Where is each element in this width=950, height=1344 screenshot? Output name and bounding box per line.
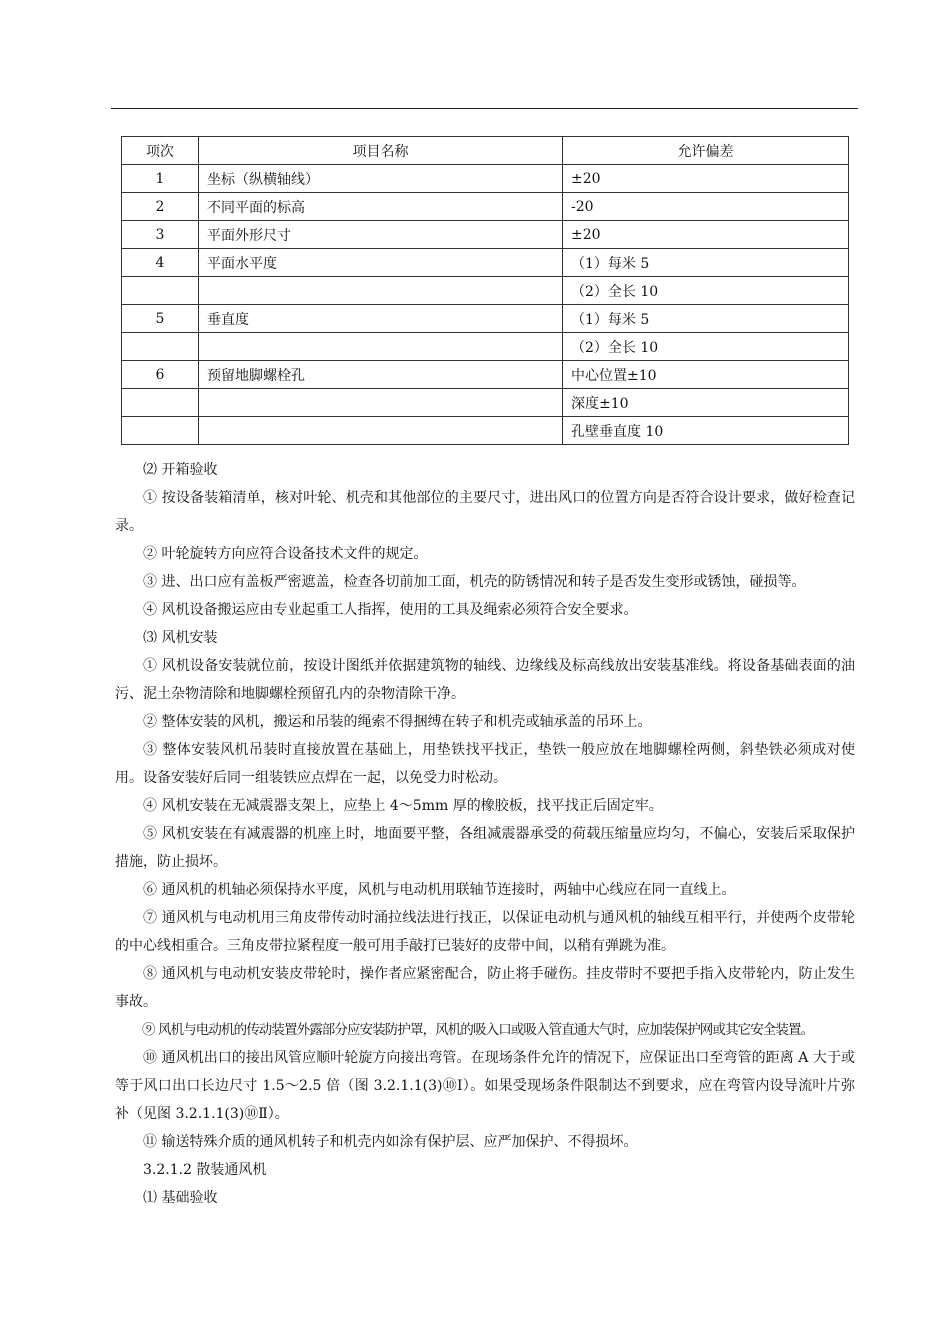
cell-tolerance: 孔壁垂直度 10 xyxy=(563,417,849,445)
cell-tolerance: （1）每米 5 xyxy=(563,305,849,333)
cell-item: 垂直度 xyxy=(199,305,563,333)
cell-item: 坐标（纵横轴线） xyxy=(199,165,563,193)
paragraph: ③ 整体安装风机吊装时直接放置在基础上，用垫铁找平找正，垫铁一般应放在地脚螺栓两侧，斜垫铁必须成对使用。设备安装好后同一组装铁应点焊在一起，以免受力时松动。 xyxy=(115,742,855,786)
section-heading-unpacking: ⑵ 开箱验收 xyxy=(143,462,218,478)
cell-tolerance: -20 xyxy=(563,193,849,221)
cell-tolerance: 深度±10 xyxy=(563,389,849,417)
paragraph: ⑤ 风机安装在有减震器的机座上时，地面要平整，各组减震器承受的荷载压缩量应均匀，不偏心，安装后采取保护措施，防止损坏。 xyxy=(115,826,855,870)
paragraph: ⑪ 输送特殊介质的通风机转子和机壳内如涂有保护层、应严加保护、不得损坏。 xyxy=(143,1134,638,1150)
table-row xyxy=(122,333,849,361)
cell-item xyxy=(199,333,563,361)
col-header-tolerance: 允许偏差 xyxy=(563,137,849,165)
paragraph: ⑩ 通风机出口的接出风管应顺叶轮旋方向接出弯管。在现场条件允许的情况下，应保证出口至弯管的距离 A 大于或等于风口出口长边尺寸 1.5～2.5 倍（图 3.2.1.1(3)⑩Ⅰ）。如果受现场条件限制达不到要求，应在弯管内设导流叶片弥补（见图 3.2.1.1(3)⑩Ⅱ）。 xyxy=(115,1050,855,1122)
paragraph: ⑧ 通风机与电动机安装皮带轮时，操作者应紧密配合，防止将手碰伤。挂皮带时不要把手指入皮带轮内，防止发生事故。 xyxy=(115,966,855,1010)
cell-index xyxy=(122,277,199,305)
cell-tolerance: ±20 xyxy=(563,221,849,249)
paragraph: ④ 风机设备搬运应由专业起重工人指挥，使用的工具及绳索必须符合安全要求。 xyxy=(143,602,638,618)
paragraph: ⑨ 风机与电动机的传动装置外露部分应安装防护罩，风机的吸入口或吸入管直通大气时，应加装保护网或其它安全装置。 xyxy=(142,1022,814,1038)
table-row xyxy=(122,417,849,445)
cell-index: 3 xyxy=(122,221,199,249)
paragraph: ⑦ 通风机与电动机用三角皮带传动时涌拉线法进行找正，以保证电动机与通风机的轴线互相平行，并使两个皮带轮的中心线相重合。三角皮带拉紧程度一般可用手敲打已装好的皮带中间，以稍有弹跳为准。 xyxy=(115,910,855,954)
cell-item: 平面水平度 xyxy=(199,249,563,277)
table-row xyxy=(122,193,849,221)
col-header-index: 项次 xyxy=(122,137,199,165)
paragraph: ① 按设备装箱清单，核对叶轮、机壳和其他部位的主要尺寸，进出风口的位置方向是否符合设计要求，做好检查记录。 xyxy=(115,490,855,534)
table-row xyxy=(122,165,849,193)
cell-tolerance: （2）全长 10 xyxy=(563,333,849,361)
section-heading-fan-install: ⑶ 风机安装 xyxy=(143,630,218,646)
section-heading-bulk-fan: 3.2.1.2 散装通风机 xyxy=(143,1162,267,1178)
table-row xyxy=(122,389,849,417)
cell-index xyxy=(122,389,199,417)
paragraph: ② 整体安装的风机，搬运和吊装的绳索不得捆缚在转子和机壳或轴承盖的吊环上。 xyxy=(143,714,652,730)
cell-index: 1 xyxy=(122,165,199,193)
paragraph: ④ 风机安装在无减震器支架上，应垫上 4～5mm 厚的橡胶板，找平找正后固定牢。 xyxy=(143,798,663,814)
paragraph: ② 叶轮旋转方向应符合设备技术文件的规定。 xyxy=(143,546,428,562)
cell-item: 平面外形尺寸 xyxy=(199,221,563,249)
header-rule xyxy=(111,108,858,109)
cell-index: 4 xyxy=(122,249,199,277)
cell-item xyxy=(199,389,563,417)
cell-index: 5 xyxy=(122,305,199,333)
cell-index: 6 xyxy=(122,361,199,389)
table-row xyxy=(122,361,849,389)
cell-tolerance: （1）每米 5 xyxy=(563,249,849,277)
cell-index xyxy=(122,333,199,361)
tolerance-table xyxy=(121,136,849,445)
cell-tolerance: 中心位置±10 xyxy=(563,361,849,389)
cell-item: 不同平面的标高 xyxy=(199,193,563,221)
table-row xyxy=(122,305,849,333)
section-heading-foundation: ⑴ 基础验收 xyxy=(143,1190,218,1206)
cell-item xyxy=(199,277,563,305)
cell-tolerance: （2）全长 10 xyxy=(563,277,849,305)
cell-item: 预留地脚螺栓孔 xyxy=(199,361,563,389)
table-row xyxy=(122,221,849,249)
cell-item xyxy=(199,417,563,445)
cell-index xyxy=(122,417,199,445)
paragraph: ① 风机设备安装就位前，按设计图纸并依据建筑物的轴线、边缘线及标高线放出安装基准线。将设备基础表面的油污、泥土杂物清除和地脚螺栓预留孔内的杂物清除干净。 xyxy=(115,658,855,702)
table-row xyxy=(122,249,849,277)
paragraph: ⑥ 通风机的机轴必须保持水平度，风机与电动机用联轴节连接时，两轴中心线应在同一直线上。 xyxy=(143,882,736,898)
col-header-item: 项目名称 xyxy=(199,137,563,165)
table-header-row xyxy=(122,137,849,165)
cell-tolerance: ±20 xyxy=(563,165,849,193)
paragraph: ③ 进、出口应有盖板严密遮盖，检查各切前加工面，机壳的防锈情况和转子是否发生变形或锈蚀，碰损等。 xyxy=(143,574,806,590)
body-text xyxy=(115,456,855,1212)
table-row xyxy=(122,277,849,305)
cell-index: 2 xyxy=(122,193,199,221)
